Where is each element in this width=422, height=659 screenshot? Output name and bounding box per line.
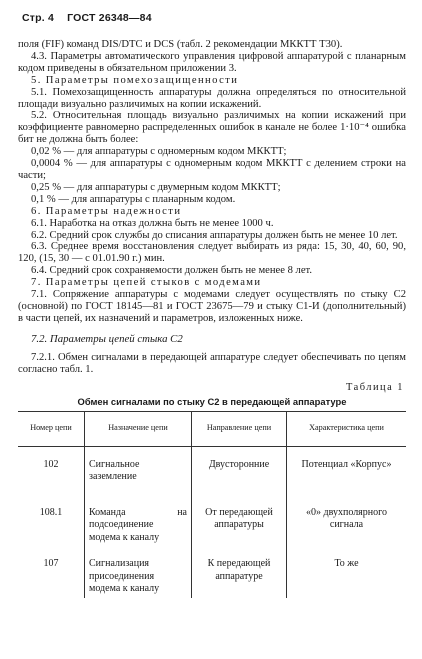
paragraph-6-2: 6.2. Средний срок службы до списания аппаратуры должен быть не менее 10 лет. xyxy=(31,229,398,241)
cell-circuit-number: 107 xyxy=(18,546,85,598)
section-7-heading: 7. Параметры цепей стыков с модемами xyxy=(31,277,262,289)
list-item-0-1: 0,1 % — для аппаратуры с планарным кодом. xyxy=(31,193,236,205)
table-label: Таблица 1 xyxy=(346,381,404,393)
paragraph-4-3: 4.3. Параметры автоматического управления цифровой аппаратурой с планарным кодом приведены в обязательном приложении 3. xyxy=(18,50,406,74)
column-header-purpose: Назначение цепи xyxy=(85,411,192,446)
table-title: Обмен сигналами по стыку С2 в передающей аппаратуре xyxy=(77,395,347,407)
document-page xyxy=(18,12,406,652)
document-body xyxy=(18,39,406,325)
table-row xyxy=(18,546,406,598)
cell-circuit-direction: От передающей аппаратуры xyxy=(192,495,287,547)
document-body-continued xyxy=(18,352,406,376)
section-6-heading: 6. Параметры надежности xyxy=(31,205,182,217)
column-header-characteristic: Характеристика цепи xyxy=(287,411,407,446)
list-item-0-02: 0,02 % — для аппаратуры с одномерным кодом МККТТ; xyxy=(31,146,287,158)
signals-table xyxy=(18,411,406,598)
paragraph-6-1: 6.1. Наработка на отказ должна быть не менее 1000 ч. xyxy=(31,217,274,229)
page-number: Стр. 4 xyxy=(22,12,55,24)
paragraph-6-4: 6.4. Средний срок сохраняемости должен быть не менее 8 лет. xyxy=(31,265,313,277)
paragraph-5-1: 5.1. Помехозащищенность аппаратуры должна определяться по относительной площади визуально различимых на копии искажений. xyxy=(18,86,406,110)
paragraph-fif-commands: поля (FIF) команд DIS/DTC и DCS (табл. 2 рекомендации МККТТ Т30). xyxy=(18,39,343,50)
subsection-7-2-heading: 7.2. Параметры цепей стыка С2 xyxy=(31,332,183,345)
list-item-0-0004: 0,0004 % — для аппаратуры с одномерным кодом МККТТ с делением строки на части; xyxy=(18,158,406,181)
cell-circuit-purpose: Команда на подсоединение модема к каналу xyxy=(85,495,192,547)
cell-circuit-characteristic: «0» двухполярного сигнала xyxy=(287,495,407,547)
paragraph-7-1: 7.1. Сопряжение аппаратуры с модемами следует осуществлять по стыку С2 (основной) по ГОСТ 18145—81 и ГОСТ 23675—79 и стыку С1-И (дополнительный) в части цепей, их назначений и параметров, изложенных ниже. xyxy=(18,289,406,324)
paragraph-6-3: 6.3. Среднее время восстановления следует выбирать из ряда: 15, 30, 40, 60, 90, 120, (15, 30 — с 01.01.90 г.) мин. xyxy=(18,241,406,265)
column-header-number: Номер цепи xyxy=(18,411,85,446)
paragraph-7-2-1: 7.2.1. Обмен сигналами в передающей аппаратуре следует обеспечивать по цепям согласно табл. 1. xyxy=(18,351,406,375)
paragraph-5-2: 5.2. Относительная площадь визуально различимых на копии искажений при коэффициенте равномерно распределенных ошибок в канале не более 1·10⁻⁴ ошибка бит не должна быть более: xyxy=(18,110,406,146)
table-row xyxy=(18,446,406,495)
cell-circuit-purpose: Сигнализация присоединения модема к каналу xyxy=(85,546,192,598)
cell-circuit-number: 108.1 xyxy=(18,495,85,547)
cell-circuit-direction: Двусторонние xyxy=(192,446,287,495)
cell-circuit-direction: К передающей аппаратуре xyxy=(192,546,287,598)
list-item-0-25: 0,25 % — для аппаратуры с двумерным кодом МККТТ; xyxy=(31,181,281,193)
column-header-direction: Направление цепи xyxy=(192,411,287,446)
section-5-heading: 5. Параметры помехозащищенности xyxy=(31,74,239,86)
table-header-row xyxy=(18,411,406,446)
standard-number: ГОСТ 26348—84 xyxy=(67,12,152,24)
cell-circuit-characteristic: То же xyxy=(287,546,407,598)
table-row xyxy=(18,495,406,547)
cell-circuit-characteristic: Потенциал «Корпус» xyxy=(287,446,407,495)
cell-circuit-purpose: Сигнальное заземление xyxy=(85,446,192,495)
cell-circuit-number: 102 xyxy=(18,446,85,495)
page-header xyxy=(22,12,406,24)
